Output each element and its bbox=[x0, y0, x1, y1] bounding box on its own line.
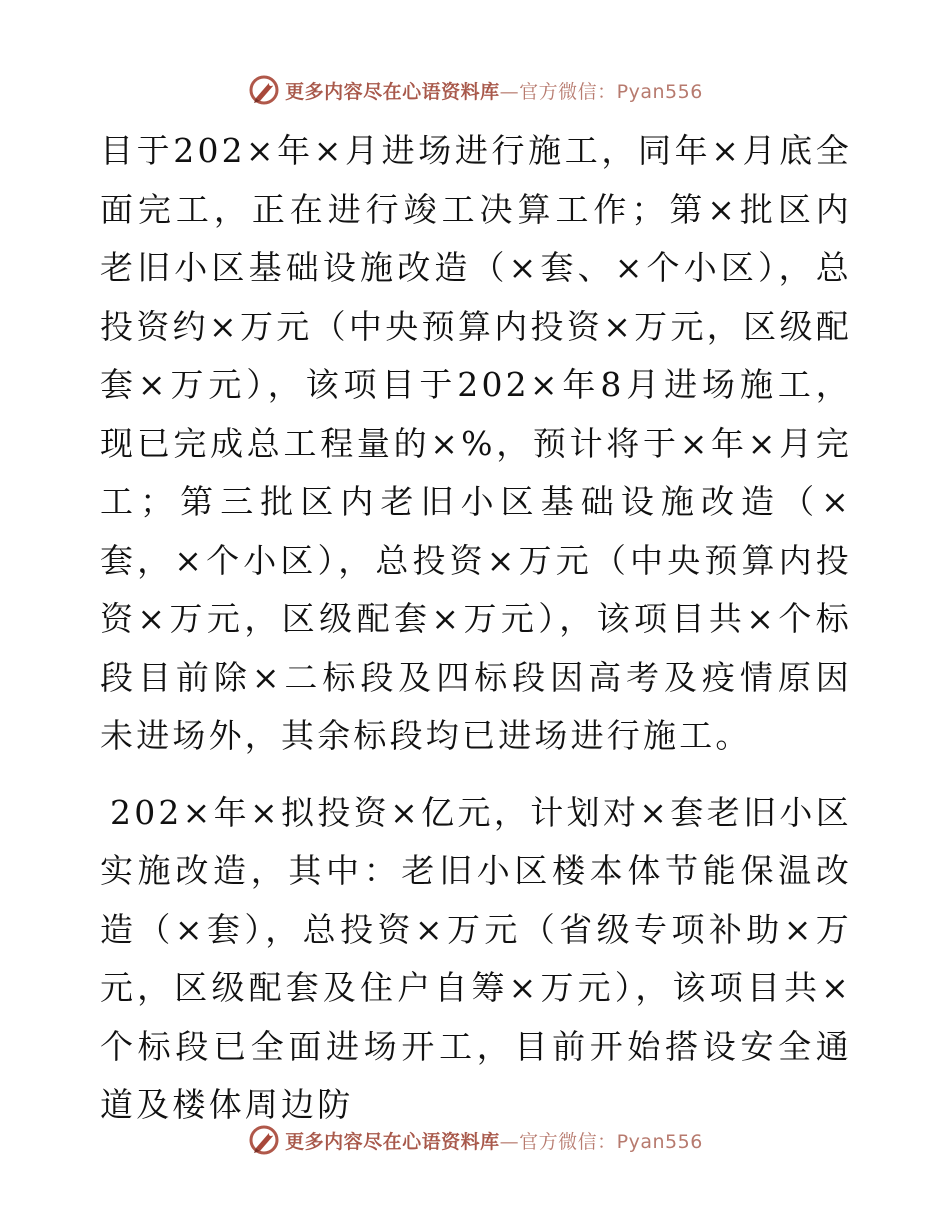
pen-logo-icon bbox=[247, 1123, 281, 1157]
watermark-main: 更多内容尽在心语资料库 bbox=[285, 1130, 500, 1153]
paragraph-2: 202×年×拟投资×亿元，计划对×套老旧小区实施改造，其中：老旧小区楼本体节能保温改造（×套），总投资×万元（省级专项补助×万元，区级配套及住户自筹×万元），该项目共×个标段已全面进场开工，目前开始搭设安全通道及楼体周边防 bbox=[100, 792, 852, 1124]
footer-watermark-text bbox=[285, 1127, 703, 1154]
header-watermark-text bbox=[285, 77, 703, 104]
pen-logo-icon bbox=[247, 73, 281, 107]
footer-watermark-banner bbox=[0, 1120, 950, 1160]
paragraph-1: 目于202×年×月进场进行施工，同年×月底全面完工，正在进行竣工决算工作；第×批区内老旧小区基础设施改造（×套、×个小区），总投资约×万元（中央预算内投资×万元，区级配套×万元），该项目于202×年8月进场施工，现已完成总工程量的×%，预计将于×年×月完工；第三批区内老旧小区基础设施改造（×套，×个小区），总投资×万元（中央预算内投资×万元，区级配套×万元），该项目共×个标段目前除×二标段及四标段因高考及疫情原因未进场外，其余标段均已进场进行施工。 bbox=[100, 131, 852, 755]
watermark-separator: — bbox=[499, 1130, 520, 1153]
watermark-sub: 官方微信：Pyan556 bbox=[519, 80, 703, 103]
watermark-separator: — bbox=[499, 80, 520, 103]
watermark-sub: 官方微信：Pyan556 bbox=[519, 1130, 703, 1153]
watermark-main: 更多内容尽在心语资料库 bbox=[285, 80, 500, 103]
document-body bbox=[100, 122, 852, 1135]
header-watermark-banner bbox=[0, 70, 950, 110]
